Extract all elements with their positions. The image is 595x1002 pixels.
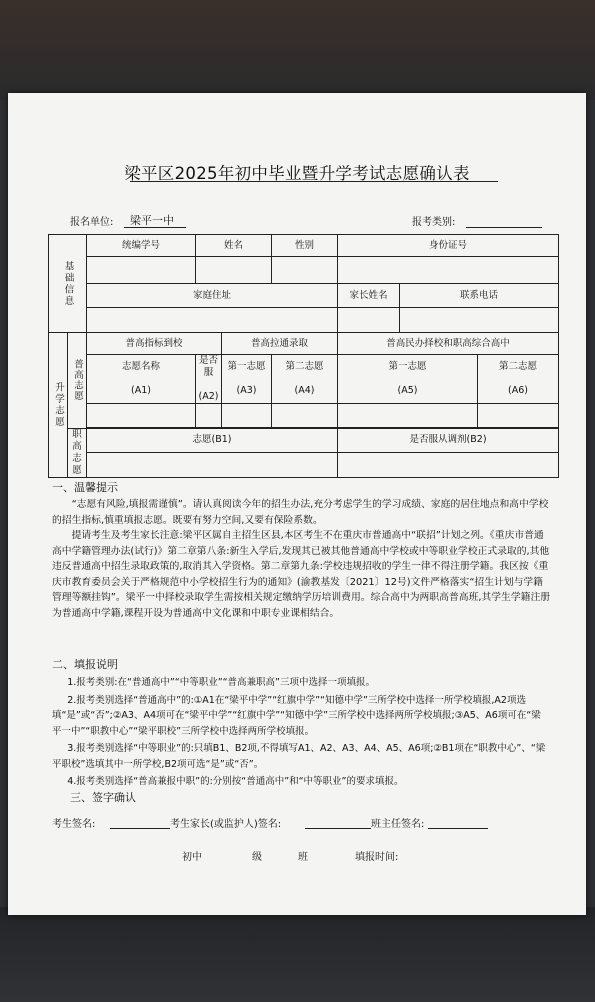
b2-cell[interactable]	[338, 453, 559, 478]
phone-cell[interactable]	[400, 308, 559, 333]
address-cell[interactable]	[87, 308, 338, 333]
id-card-header: 身份证号	[338, 235, 559, 257]
instruction-4: 4.报考类别选择“普高兼报中职”的:分别按“普通高中”和“中等职业”的要求填报。	[67, 776, 404, 787]
basic-info-label: 基础信息	[49, 235, 87, 333]
a2-header: 是否服 (A2)	[196, 355, 222, 404]
title-underline	[130, 181, 498, 182]
parent-sign-label: 考生家长(或监护人)签名:	[170, 819, 282, 830]
instructions-text	[52, 675, 547, 792]
address-header: 家庭住址	[87, 284, 338, 308]
teacher-sign-label: 班主任签名:	[371, 819, 425, 830]
student-sign-field[interactable]	[110, 828, 170, 829]
vocational-label: 职高志愿	[68, 428, 87, 477]
a4-header: 第二志愿 (A4)	[272, 355, 338, 404]
tips-heading: 一、温馨提示	[52, 481, 118, 494]
unified-admission-header: 普高拉通录取	[222, 333, 338, 355]
instruction-2: 2.报考类别选择“普通高中”的:①A1在“梁平中学”“红旗中学”“知德中学”三所学校中选择一所学校填报,A2项选填“是”或“否”;②A3、A4项可在“梁平中学”“红旗中学”“知德中学”三所学校中选择两所学校填报;③A5、A6项可在“梁平一中”“职教中心”“梁平职校”三所学校中选择两所学校填报。	[52, 694, 541, 737]
student-sign-label: 考生签名:	[52, 819, 96, 830]
a5-cell[interactable]	[338, 403, 478, 427]
instructions-heading: 二、填报说明	[52, 658, 118, 671]
quota-school-header: 普高指标到校	[87, 333, 222, 355]
instruction-3: 3.报考类别选择“中等职业”的:只填B1、B2项,不得填写A1、A2、A3、A4、A5、A6项;②B1项在“职教中心”、“梁平职校”选填其中一所学校,B2项可选“是”或“否”。	[52, 743, 546, 770]
b2-header: 是否服从调剂(B2)	[338, 428, 559, 453]
id-card-cell[interactable]	[338, 257, 559, 284]
phone-header: 联系电话	[400, 284, 559, 308]
a3-header: 第一志愿 (A3)	[222, 355, 272, 404]
private-comprehensive-header: 普高民办择校和职高综合高中	[338, 333, 559, 355]
student-id-header: 统编学号	[87, 235, 196, 257]
tips-paragraph-1: “志愿有风险,填报需谨慎”。请认真阅读今年的招生办法,充分考虑学生的学习成绩、家庭的居住地点和高中学校的招生指标,慎重填报志愿。既要有努力空间,又要有保险系数。	[52, 499, 549, 526]
name-header: 姓名	[196, 235, 272, 257]
form-title: 梁平区2025年初中毕业暨升学考试志愿确认表	[124, 164, 470, 183]
a5-header: 第一志愿 (A5)	[338, 355, 478, 404]
gender-cell[interactable]	[272, 257, 338, 284]
b1-header: 志愿(B1)	[87, 428, 338, 453]
unit-underline	[124, 227, 186, 228]
a6-cell[interactable]	[478, 403, 559, 427]
category-label: 报考类别:	[412, 217, 456, 228]
sign-heading: 三、签字确认	[70, 791, 136, 804]
a2-cell[interactable]	[196, 403, 222, 427]
unit-label: 报名单位:	[70, 217, 114, 228]
a4-cell[interactable]	[272, 403, 338, 427]
a3-cell[interactable]	[222, 403, 272, 427]
form-paper	[8, 93, 586, 915]
grade-prefix: 初中	[182, 852, 202, 863]
info-table	[48, 234, 559, 478]
tips-text	[52, 497, 552, 621]
date-label: 填报时间:	[355, 852, 399, 863]
parent-name-header: 家长姓名	[338, 284, 400, 308]
instruction-1: 1.报考类别:在“普通高中”“中等职业”“普高兼职高”三项中选择一项填报。	[67, 677, 375, 688]
a6-header: 第二志愿 (A6)	[478, 355, 559, 404]
b1-cell[interactable]	[87, 453, 338, 478]
parent-name-cell[interactable]	[338, 308, 400, 333]
name-cell[interactable]	[196, 257, 272, 284]
general-high-label: 普高志愿	[68, 333, 87, 429]
aspiration-label: 升学志愿	[49, 333, 68, 478]
background-bottom	[0, 907, 595, 1002]
category-field[interactable]	[466, 227, 542, 228]
parent-sign-field[interactable]	[305, 828, 371, 829]
gender-header: 性别	[272, 235, 338, 257]
class-label: 班	[298, 852, 308, 863]
a1-cell[interactable]	[87, 403, 196, 427]
tips-paragraph-2: 提请考生及考生家长注意:梁平区属自主招生区县,本区考生不在重庆市普通高中“联招”计划之列。《重庆市普通高中学籍管理办法(试行)》第二章第八条:新生入学后,发现其已被其他普通高中学校或中等职业学校正式录取的,其他违反普通高中招生录取政策的,取消其入学资格。第二章第九条:学校违规招收的学生一律不得注册学籍。我区按《重庆市教育委员会关于严格规范中小学校招生行为的通知》(渝教基发〔2021〕12号)文件严格落实“招生计划与学籍管理等额挂钩”。梁平一中择校录取学生需按相关规定缴纳学历培训费用。综合高中为两职高普高班,其学生学籍注册为普通高中学籍,课程开设为普通高中文化课和中职专业课相结合。	[52, 530, 551, 619]
background-top	[0, 0, 595, 100]
grade-label: 级	[252, 852, 262, 863]
a1-header: 志愿名称 (A1)	[87, 355, 196, 404]
unit-value[interactable]: 梁平一中	[130, 214, 174, 227]
teacher-sign-field[interactable]	[428, 828, 488, 829]
student-id-cell[interactable]	[87, 257, 196, 284]
